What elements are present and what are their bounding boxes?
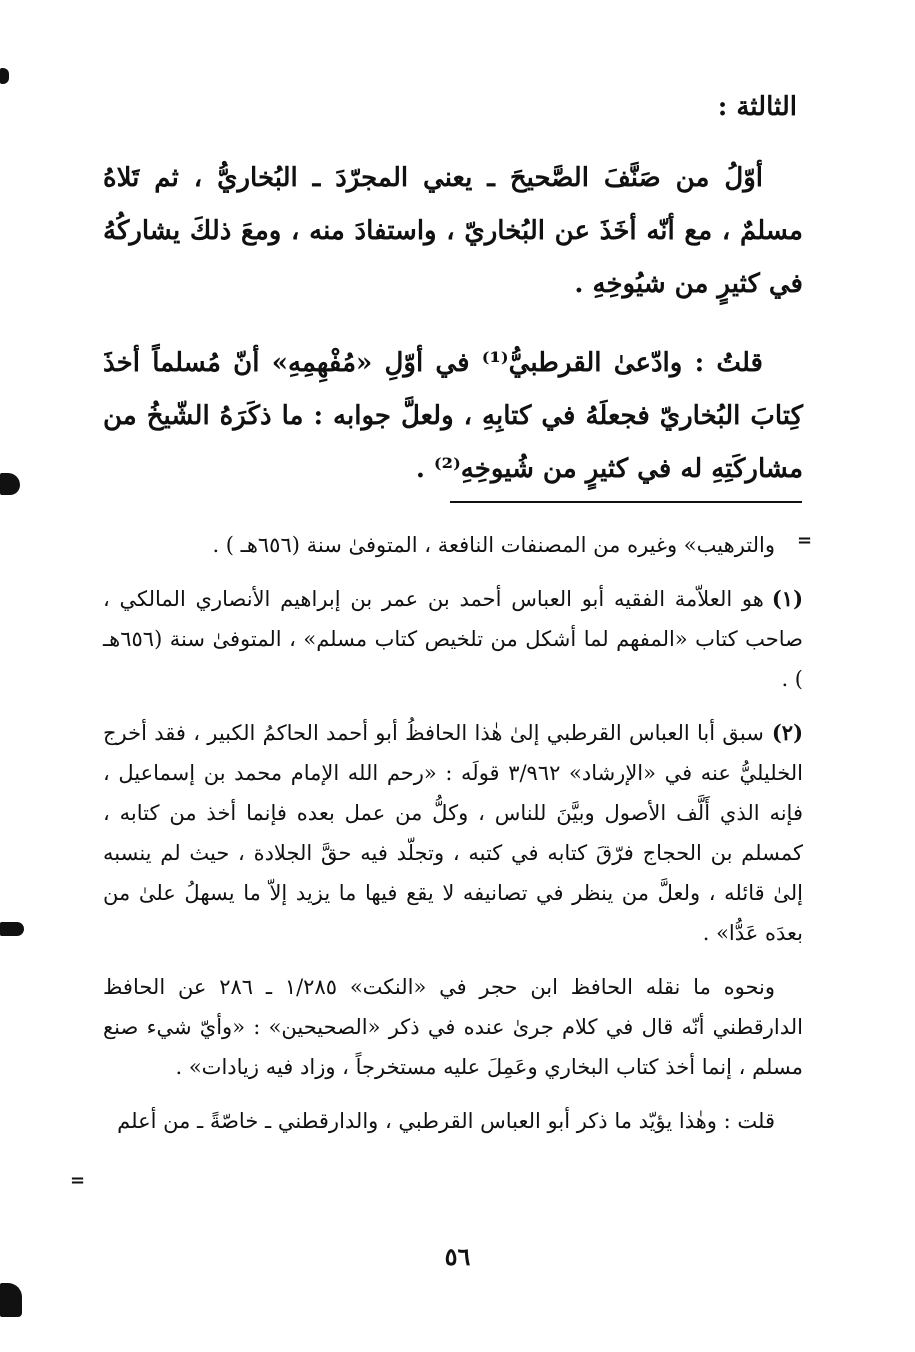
footnote-paragraph: ونحوه ما نقله الحافظ ابن حجر في «النكت» ١/٢٨٥ ـ ٢٨٦ عن الحافظ الدارقطني أنّه قال في كلام جرىٰ عنده في ذكر «الصحيحين» : «وأيّ شيء صنع مسلم ، إنما أخذ كتاب البخاري وعَمِلَ عليه مستخرجاً ، وزاد فيه زيادات» . <box>103 975 803 1079</box>
footnote-number: (١) <box>771 586 803 611</box>
scan-speck <box>0 922 24 936</box>
footnote-2 <box>103 713 803 953</box>
section-heading: الثالثة : <box>717 92 797 122</box>
main-text <box>103 152 803 496</box>
continuation-mark: = <box>797 530 813 551</box>
scan-speck <box>0 473 20 495</box>
main-paragraph: قلتُ : وادّعىٰ القرطبيُّ⁽¹⁾ في أوّلِ «مُفْهِمِهِ» أنّ مُسلماً أخذَ كِتابَ البُخاريّ فجعلَهُ في كتابِهِ ، ولعلَّ جوابه : ما ذكَرَهُ الشّيخُ من مشاركَتِهِ له في كثيرٍ من شُيوخِهِ⁽²⁾ . <box>103 348 803 484</box>
main-paragraph: أوّلُ من صَنَّفَ الصَّحيحَ ـ يعني المجرّدَ ـ البُخاريُّ ، ثم تَلاهُ مسلمٌ ، مع أنّه أخَذَ عن البُخاريّ ، واستفادَ منه ، ومعَ ذلكَ يشاركُهُ في كثيرٍ من شيُوخِهِ . <box>103 163 803 299</box>
footnote-separator <box>450 501 802 503</box>
footnote-text: سبق أبا العباس القرطبي إلىٰ هٰذا الحافظُ أبو أحمد الحاكمُ الكبير ، فقد أخرج الخليليُّ عنه في «الإرشاد» ٣/٩٦٢ قولَه : «رحم الله الإمام محمد بن إسماعيل ، فإنه الذي أَلَّف الأصول وبيَّنَ للناس ، وكلُّ من عمل بعده فإنما أخذ من كتابه ، كمسلم بن الحجاج فرّقَ كتابه في كتبه ، وتجلّد فيه حقَّ الجلادة ، حيث لم ينسبه إلىٰ قائله ، ولعلَّ من ينظر في تصانيفه لا يقع فيها ما يزيد إلاّ ما يسهلُ علىٰ من بعدَه عَدُّا» . <box>103 721 803 945</box>
footnote-number: (٢) <box>771 720 803 745</box>
footnote-text: هو العلاّمة الفقيه أبو العباس أحمد بن عمر بن إبراهيم الأنصاري المالكي ، صاحب كتاب «المفهم لما أشكل من تلخيص كتاب مسلم» ، المتوفىٰ سنة (٦٥٦هـ ) . <box>103 587 803 691</box>
scan-speck <box>0 68 9 84</box>
page-number: ٥٦ <box>444 1242 471 1271</box>
scan-speck <box>0 1283 22 1317</box>
footnote-continuation: والترهيب» وغيره من المصنفات النافعة ، المتوفىٰ سنة (٦٥٦هـ ) . <box>212 533 775 557</box>
continuation-mark: = <box>70 1170 86 1191</box>
footnotes <box>103 525 803 1155</box>
footnote-paragraph: قلت : وهٰذا يؤيّد ما ذكر أبو العباس القرطبي ، والدارقطني ـ خاصّةً ـ من أعلم <box>117 1109 775 1133</box>
footnote-1 <box>103 579 803 699</box>
